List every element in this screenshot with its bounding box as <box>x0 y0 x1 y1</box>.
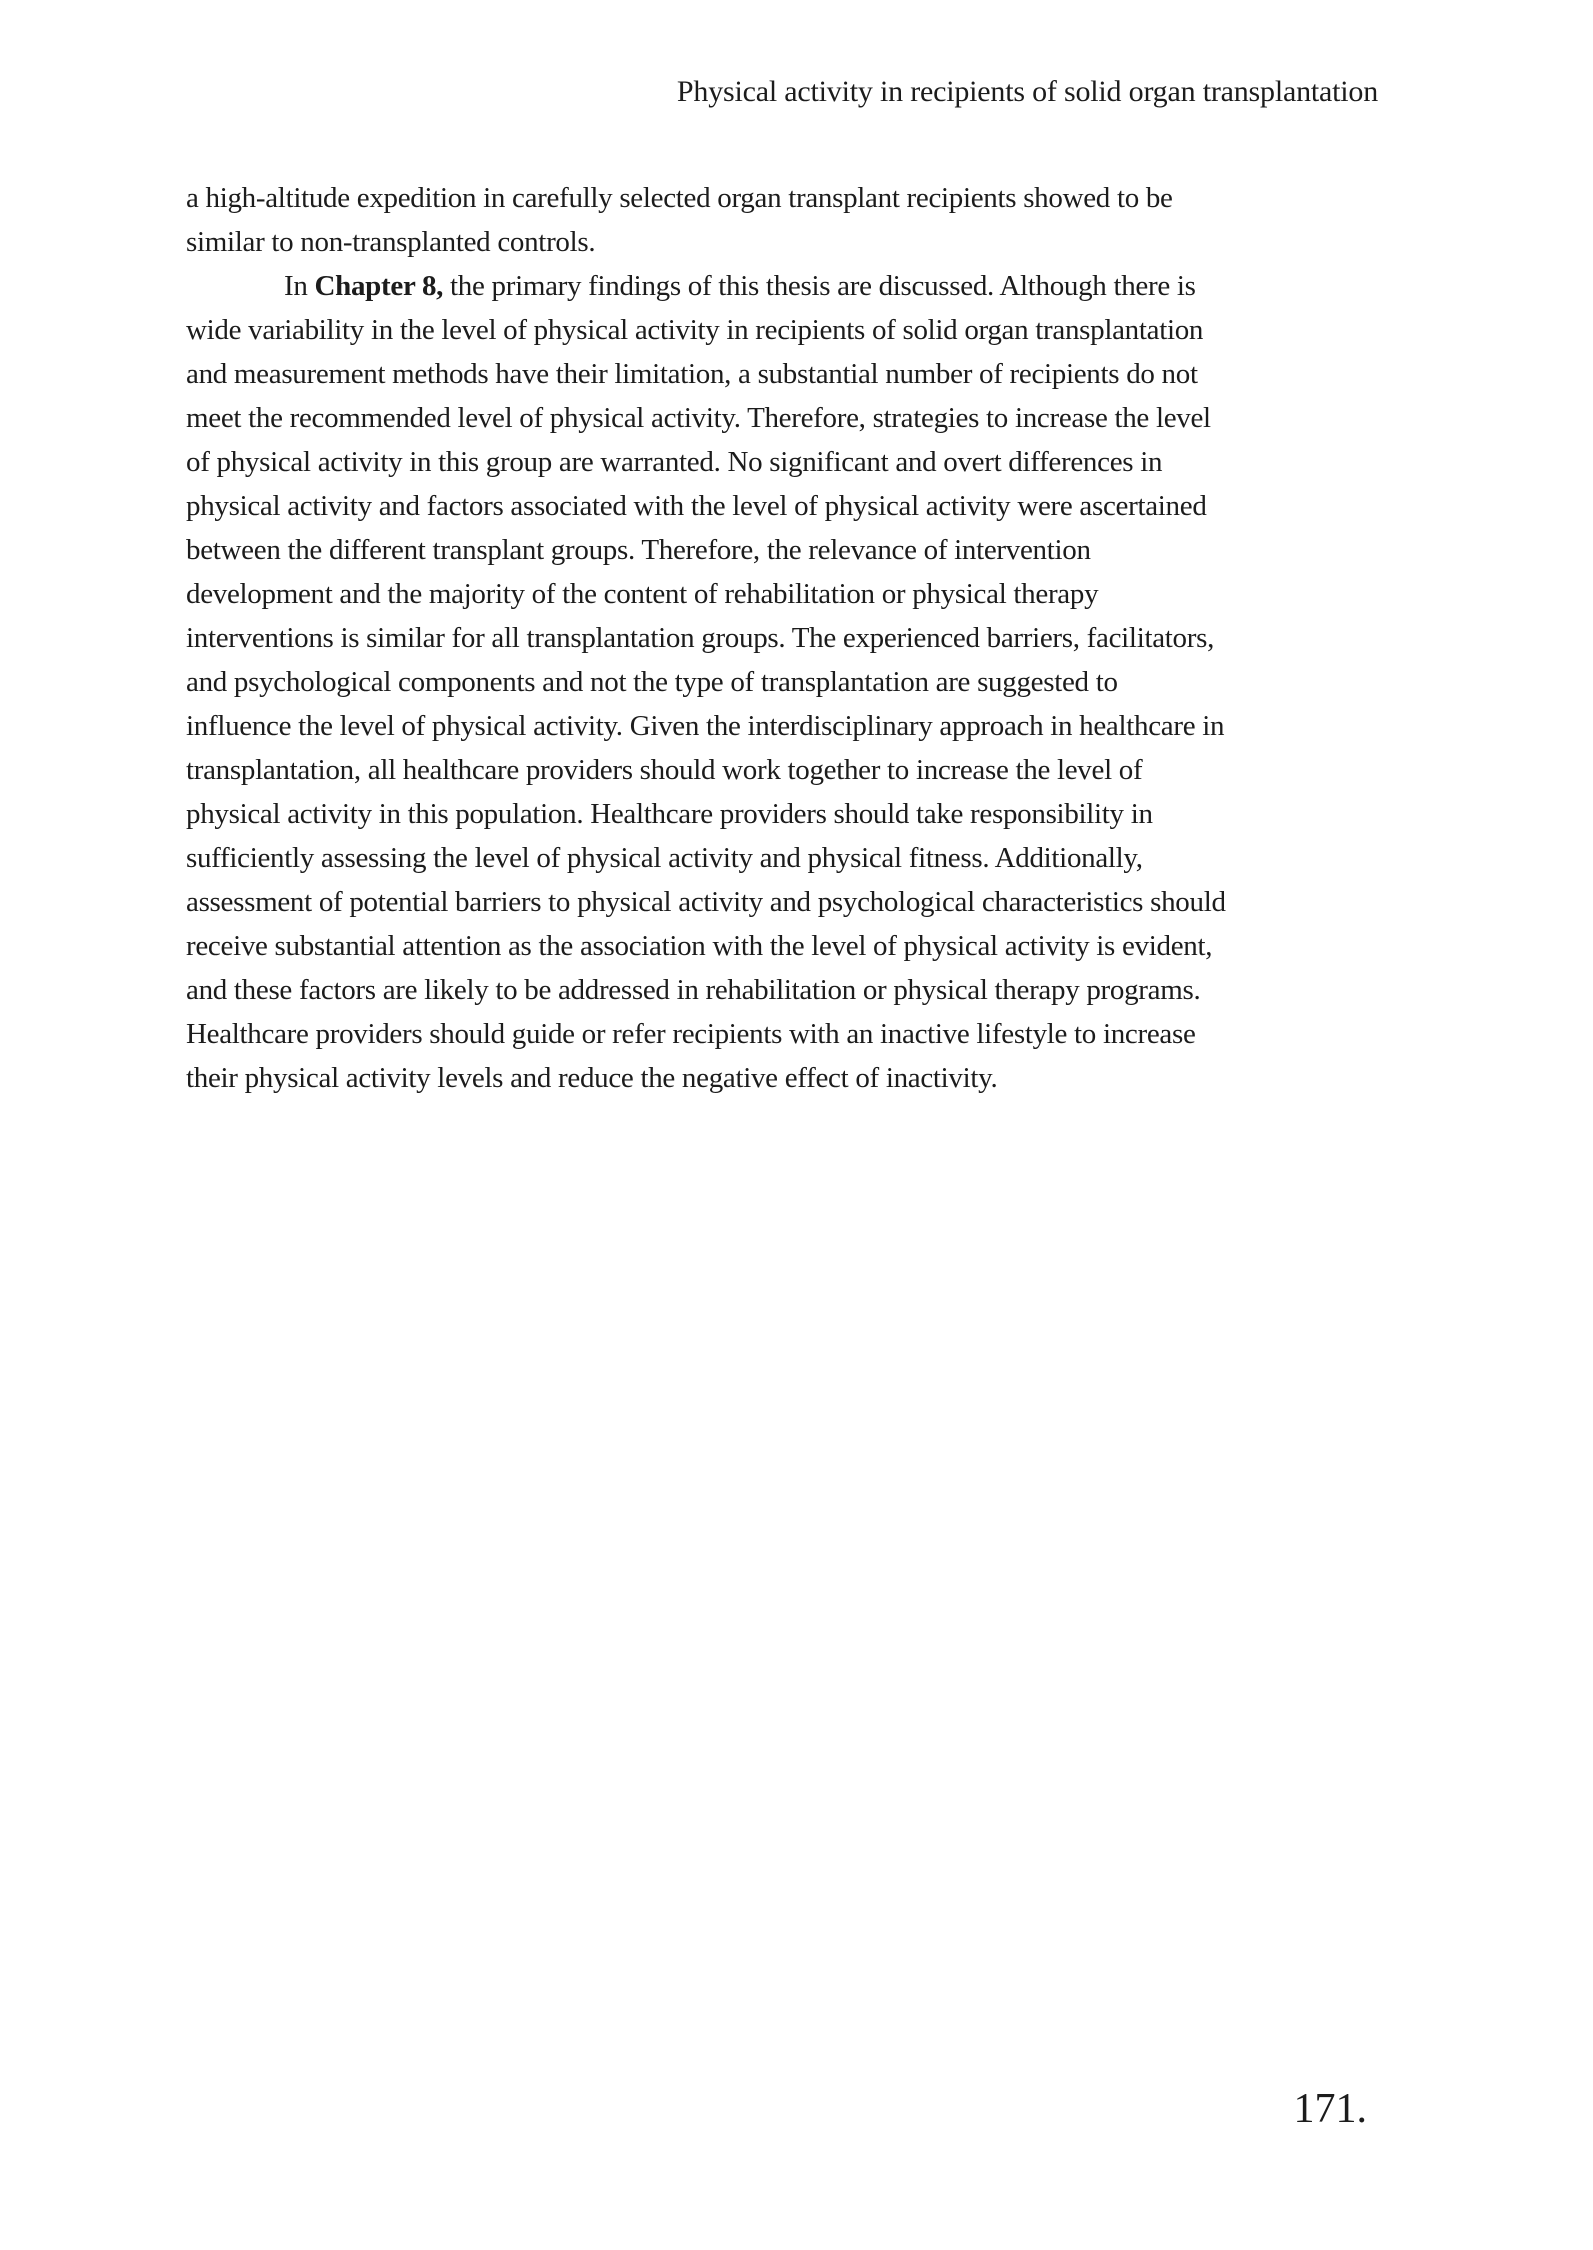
body-line: between the different transplant groups. Therefore, the relevance of intervention <box>186 534 1091 566</box>
body-line: a high-altitude expedition in carefully selected organ transplant recipients showed to be <box>186 182 1173 214</box>
body-line-text: In <box>284 270 315 302</box>
body-line: Healthcare providers should guide or refer recipients with an inactive lifestyle to increase <box>186 1018 1196 1050</box>
body-line: meet the recommended level of physical activity. Therefore, strategies to increase the level <box>186 402 1211 434</box>
body-line-text: the primary findings of this thesis are discussed. Although there is <box>443 270 1196 302</box>
body-line: their physical activity levels and reduce the negative effect of inactivity. <box>186 1062 998 1094</box>
body-line: development and the majority of the content of rehabilitation or physical therapy <box>186 578 1099 610</box>
body-text-block <box>186 176 1396 1100</box>
body-line: receive substantial attention as the association with the level of physical activity is evident, <box>186 930 1213 962</box>
body-line: physical activity and factors associated with the level of physical activity were ascertained <box>186 490 1207 522</box>
body-line-paragraph-start <box>186 264 1396 308</box>
chapter-reference: Chapter 8, <box>314 270 444 302</box>
body-line: and psychological components and not the type of transplantation are suggested to <box>186 666 1118 698</box>
body-line: sufficiently assessing the level of physical activity and physical fitness. Additionally, <box>186 842 1143 874</box>
body-line: interventions is similar for all transplantation groups. The experienced barriers, facilitators, <box>186 622 1215 654</box>
body-line: assessment of potential barriers to physical activity and psychological characteristics should <box>186 886 1226 918</box>
body-line: wide variability in the level of physical activity in recipients of solid organ transplantation <box>186 314 1204 346</box>
body-line: influence the level of physical activity. Given the interdisciplinary approach in healthcare in <box>186 710 1225 742</box>
running-header: Physical activity in recipients of solid organ transplantation <box>676 75 1378 108</box>
body-line: physical activity in this population. Healthcare providers should take responsibility in <box>186 798 1153 830</box>
body-line: and these factors are likely to be addressed in rehabilitation or physical therapy programs. <box>186 974 1201 1006</box>
body-line: and measurement methods have their limitation, a substantial number of recipients do not <box>186 358 1198 390</box>
body-line: of physical activity in this group are warranted. No significant and overt differences in <box>186 446 1163 478</box>
body-line: similar to non-transplanted controls. <box>186 226 596 258</box>
page-number: 171. <box>1293 2086 1367 2132</box>
body-line: transplantation, all healthcare providers should work together to increase the level of <box>186 754 1143 786</box>
